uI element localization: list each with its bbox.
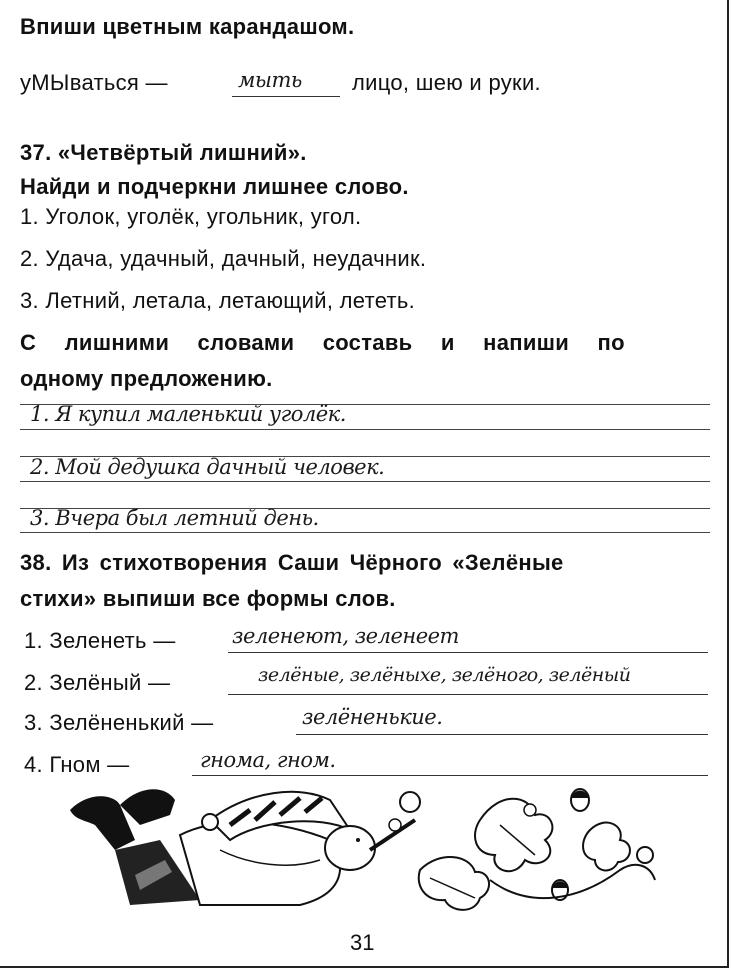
writing-line	[20, 429, 710, 430]
writing-line	[20, 481, 710, 482]
ex38-item-2-label: 2. Зелёный —	[24, 670, 171, 695]
writing-line	[20, 532, 710, 533]
ex38-item-1-answer: зеленеют, зеленеет	[232, 624, 459, 648]
ex37-task: Найди и подчеркни лишнее слово.	[20, 174, 409, 199]
ex37-answer-3: 3. Вчера был летний день.	[30, 506, 319, 530]
example-answer-underline	[232, 96, 340, 97]
ex38-item-4-answer: гнома, гном.	[200, 748, 336, 772]
writing-line	[296, 734, 708, 735]
top-instruction: Впиши цветным карандашом.	[20, 14, 355, 39]
ex37-item-2: 2. Удача, удачный, дачный, неудачник.	[20, 246, 427, 271]
page-number: 31	[350, 930, 375, 955]
ex38-title-line2: стихи» выпиши все формы слов.	[20, 586, 396, 611]
example-line-answer: мыть	[238, 68, 302, 92]
ex38-item-3-label: 3. Зелёненький —	[24, 710, 214, 735]
ex37-item-1: 1. Уголок, уголёк, угольник, угол.	[20, 204, 362, 229]
ex38-title-line1: 38. Из стихотворения Саши Чёрного «Зелёные	[20, 550, 564, 575]
ex38-item-2-answer: зелёные, зелёныхе, зелёного, зелёный	[258, 664, 631, 686]
example-line-prefix: уМЫваться —	[20, 70, 168, 95]
gnome-illustration	[60, 780, 660, 920]
ex38-item-3-answer: зелёненькие.	[302, 705, 443, 729]
ex37-task2-line2: одному предложению.	[20, 366, 273, 391]
ex37-answer-2: 2. Мой дедушка дачный человек.	[30, 455, 385, 479]
writing-line	[228, 652, 708, 653]
ex37-answer-1: 1. Я купил маленький уголёк.	[30, 402, 346, 426]
ex37-item-3: 3. Летний, летала, летающий, лететь.	[20, 288, 416, 313]
ex37-task2-line1: С лишними словами составь и напиши по	[20, 330, 625, 355]
writing-line	[228, 694, 708, 695]
ex37-title: 37. «Четвёртый лишний».	[20, 140, 307, 165]
ex38-item-4-label: 4. Гном —	[24, 752, 130, 777]
example-line-suffix: лицо, шею и руки.	[352, 70, 541, 95]
ex38-item-1-label: 1. Зеленеть —	[24, 628, 176, 653]
writing-line	[192, 775, 708, 776]
